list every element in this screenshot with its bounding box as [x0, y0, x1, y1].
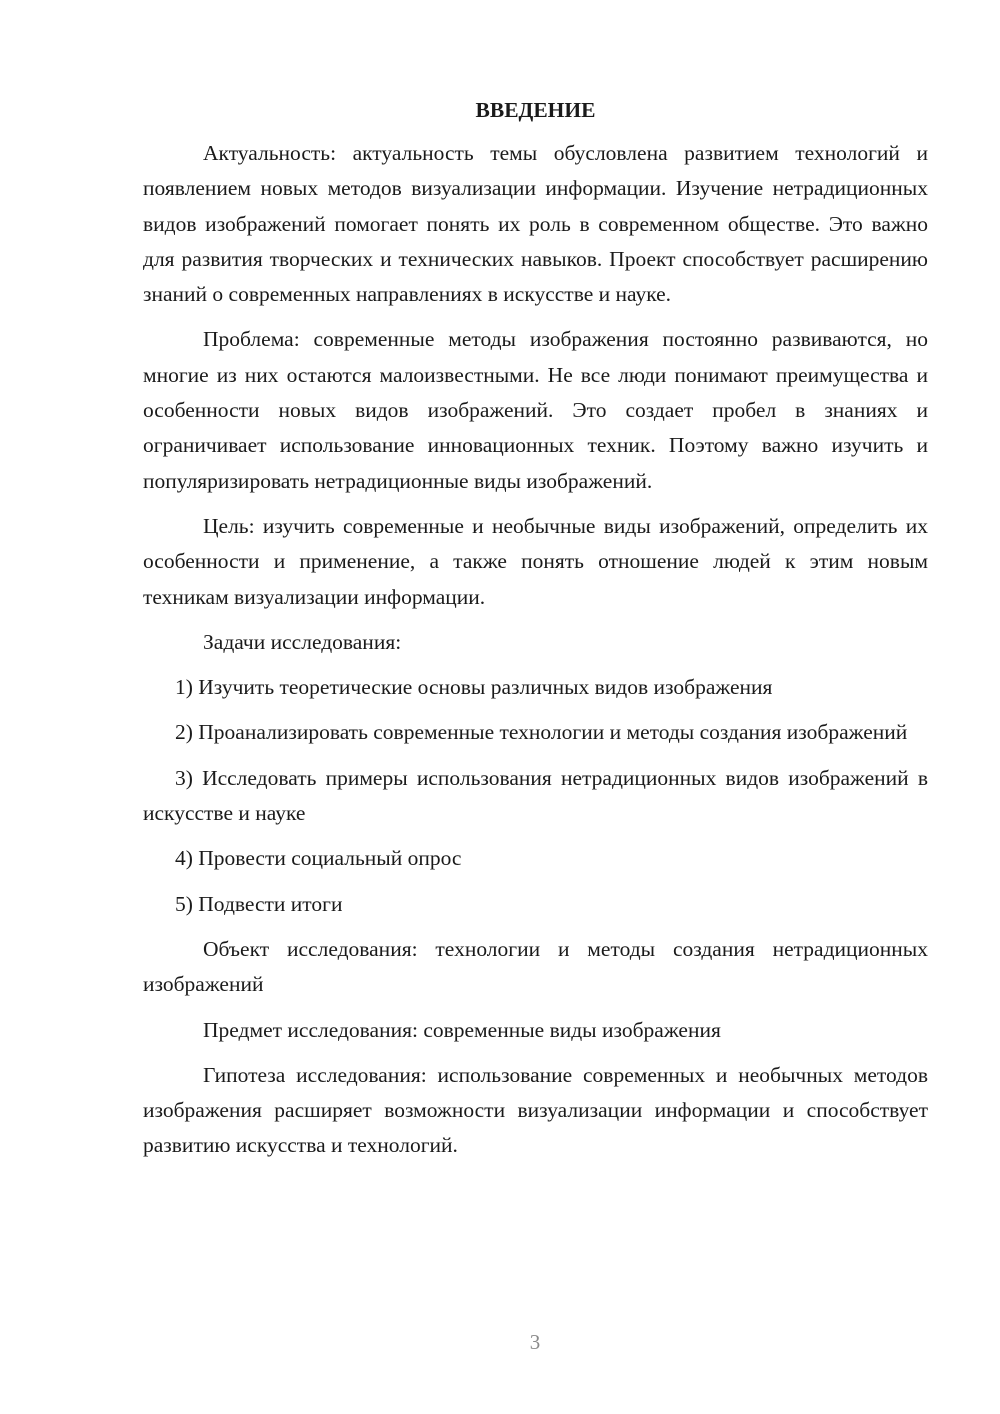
task-item: 3) Исследовать примеры использования нетрадиционных видов изображений в искусстве и науке [143, 765, 928, 826]
page-number: 3 [529, 1330, 541, 1354]
relevance-paragraph: Актуальность: актуальность темы обусловлена развитием технологий и появлением новых методов визуализации информации. Изучение нетрадиционных видов изображений помогает понять их роль в современном обществе. Это важно для развития творческих и технических навыков. Проект способствует расширению знаний о современных направлениях в искусстве и науке. [143, 141, 928, 307]
tasks-heading: Задачи исследования: [203, 629, 402, 654]
task-item: 1) Изучить теоретические основы различных видов изображения [175, 675, 773, 700]
section-title: ВВЕДЕНИЕ [475, 98, 596, 122]
task-item: 2) Проанализировать современные технологии и методы создания изображений [175, 720, 908, 745]
subject-paragraph: Предмет исследования: современные виды изображения [203, 1017, 721, 1042]
problem-paragraph: Проблема: современные методы изображения постоянно развиваются, но многие из них остаются малоизвестными. Не все люди понимают преимущества и особенности новых видов изображений. Это создает пробел в знаниях и ограничивает использование инновационных техник. Поэтому важно изучить и популяризировать нетрадиционные виды изображений. [143, 327, 928, 493]
goal-paragraph: Цель: изучить современные и необычные виды изображений, определить их особенности и применение, а также понять отношение людей к этим новым техникам визуализации информации. [143, 513, 928, 609]
task-item: 4) Провести социальный опрос [175, 846, 462, 871]
document-page [143, 94, 928, 1174]
hypothesis-paragraph: Гипотеза исследования: использование современных и необычных методов изображения расширяет возможности визуализации информации и способствует развитию искусства и технологий. [143, 1062, 928, 1158]
object-paragraph: Объект исследования: технологии и методы создания нетрадиционных изображений [143, 936, 928, 997]
task-item: 5) Подвести итоги [175, 891, 343, 916]
